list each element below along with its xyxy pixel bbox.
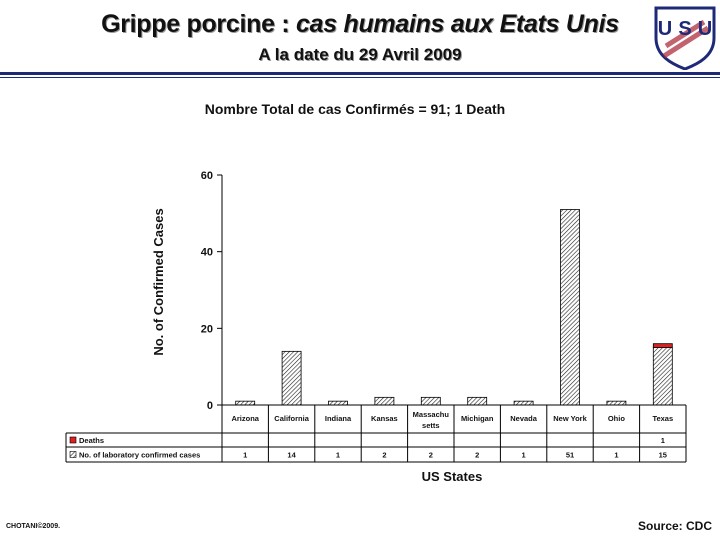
x-tick-label: Nevada — [510, 414, 537, 423]
bar-confirmed-new-york — [561, 210, 580, 406]
legend-swatch-confirmed — [70, 452, 76, 458]
table-value-deaths: 1 — [660, 436, 665, 445]
bar-confirmed-ohio — [607, 401, 626, 405]
table-value-confirmed: 51 — [565, 450, 575, 460]
title-plain: Grippe porcine : — [101, 10, 297, 38]
x-tick-label: California — [274, 414, 309, 423]
logo-letter-3: U — [697, 18, 713, 40]
legend-swatch-deaths — [70, 437, 76, 443]
legend-label-deaths: Deaths — [79, 436, 105, 445]
table-value-confirmed: 1 — [335, 450, 341, 460]
logo-letter-2: S — [678, 18, 692, 40]
bar-confirmed-arizona — [236, 401, 255, 405]
x-tick-label: Massachu — [412, 410, 449, 419]
table-value-confirmed: 15 — [658, 450, 667, 460]
table-value-confirmed: 2 — [382, 450, 387, 460]
y-tick-label: 40 — [200, 246, 213, 259]
bar-deaths-texas — [653, 344, 672, 348]
slide-subtitle: A la date du 29 Avril 2009 — [258, 45, 462, 64]
bar-confirmed-massachusetts — [421, 397, 440, 405]
table-value-confirmed: 2 — [428, 450, 433, 460]
x-tick-label: New York — [553, 414, 587, 423]
legend-label-confirmed: No. of laboratory confirmed cases — [79, 450, 201, 460]
table-value-confirmed: 2 — [475, 450, 480, 460]
y-tick-label: 20 — [200, 323, 213, 336]
table-value-confirmed: 1 — [614, 450, 619, 460]
x-tick-label: Kansas — [371, 414, 398, 423]
bar-confirmed-indiana — [329, 401, 348, 405]
copyright-footer: CHOTANI©2009. — [6, 523, 61, 530]
x-tick-label: Arizona — [231, 414, 259, 423]
y-axis-label: No. of Confirmed Cases — [151, 208, 166, 356]
x-tick-label: Indiana — [324, 414, 352, 423]
bar-confirmed-michigan — [468, 397, 487, 405]
chart-headline: Nombre Total de cas Confirmés = 91; 1 Death — [204, 101, 506, 117]
source-footer: Source: CDC — [637, 519, 712, 533]
bar-confirmed-nevada — [514, 401, 533, 405]
bar-confirmed-texas — [653, 348, 672, 406]
table-value-confirmed: 14 — [287, 450, 296, 460]
x-axis-label: US States — [421, 469, 483, 484]
y-tick-label: 60 — [200, 170, 213, 182]
y-tick-label: 0 — [206, 400, 213, 412]
bar-confirmed-kansas — [375, 397, 394, 405]
x-tick-label: setts — [422, 421, 440, 430]
x-tick-label: Texas — [652, 414, 674, 423]
table-value-confirmed: 1 — [521, 450, 526, 460]
x-tick-label: Ohio — [607, 414, 625, 423]
title-italic: cas humains aux Etats Unis — [296, 10, 619, 38]
x-tick-label: Michigan — [460, 414, 494, 423]
logo-letter-1: U — [657, 18, 673, 40]
table-value-confirmed: 1 — [243, 450, 248, 460]
bar-confirmed-california — [282, 351, 301, 405]
